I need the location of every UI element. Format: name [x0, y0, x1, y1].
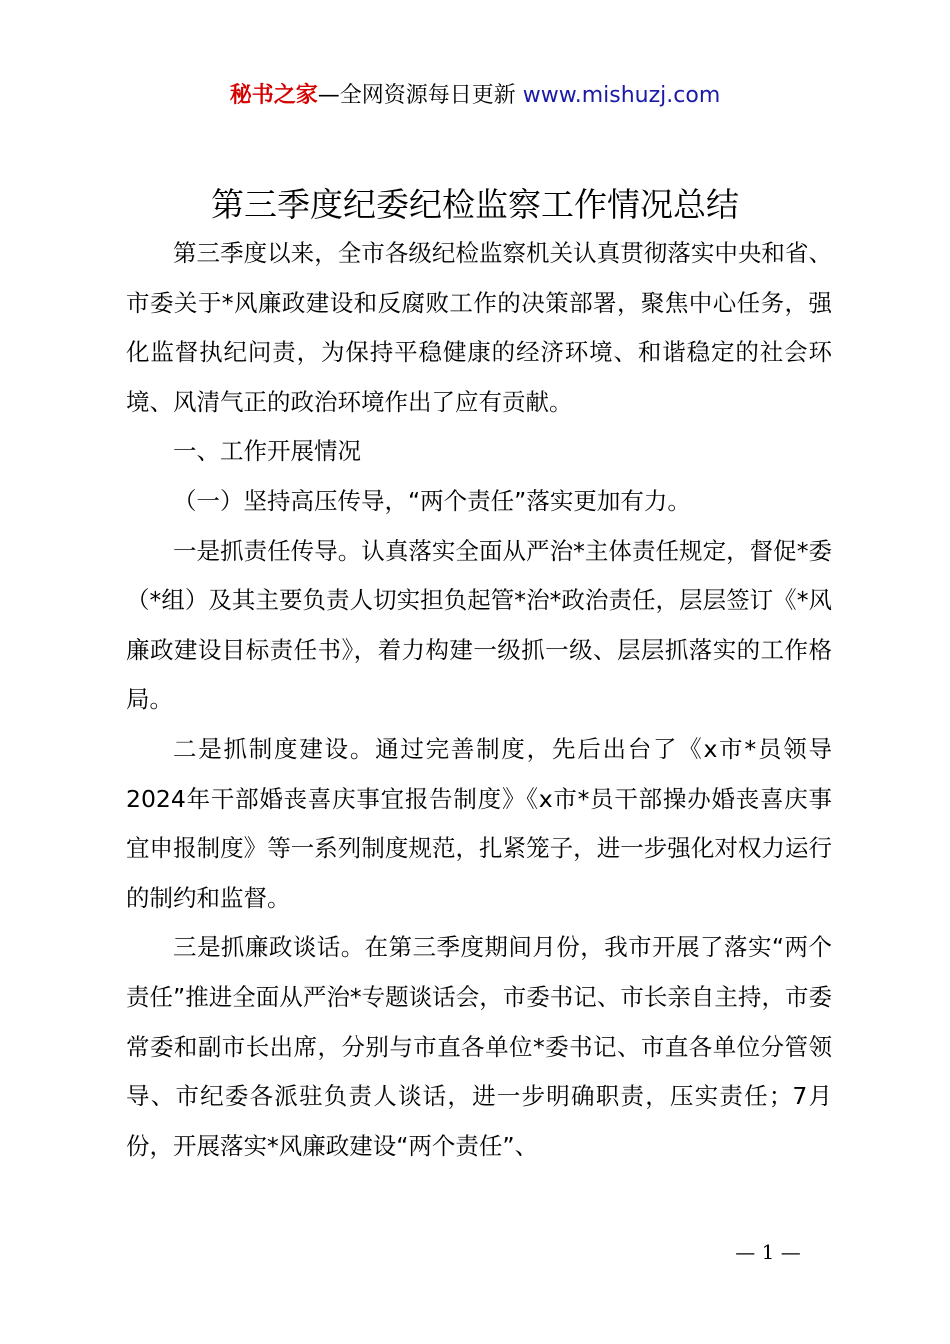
- paragraph-integrity-talks: 三是抓廉政谈话。在第三季度期间月份，我市开展了落实“两个责任”推进全面从严治*专题谈话会，市委书记、市长亲自主持，市委常委和副市长出席，分别与市直各单位*委书记、市直各单位分管领导、市纪委各派驻负责人谈话，进一步明确职责，压实责任；7月份，开展落实*风廉政建设“两个责任”、: [126, 933, 832, 1160]
- paragraph-responsibility: 一是抓责任传导。认真落实全面从严治*主体责任规定，督促*委（*组）及其主要负责人切实担负起管*治*政治责任，层层签订《*风廉政建设目标责任书》，着力构建一级抓一级、层层抓落实的工作格局。: [126, 536, 832, 714]
- section-heading-1: 一、工作开展情况: [173, 437, 361, 466]
- site-url: www.mishuzj.com: [522, 83, 721, 108]
- document-title: 第三季度纪委纪检监察工作情况总结: [211, 185, 739, 224]
- paragraph-system-building: 二是抓制度建设。通过完善制度，先后出台了《x市*员领导2024年干部婚丧喜庆事宜报告制度》《x市*员干部操办婚丧喜庆事宜申报制度》等一系列制度规范，扎紧笼子，进一步强化对权力运行的制约和监督。: [126, 734, 832, 912]
- site-watermark-header: [0, 80, 950, 112]
- page-number: — 1 —: [735, 1240, 801, 1264]
- site-tagline: —全网资源每日更新: [317, 83, 516, 108]
- subsection-heading-1: （一）坚持高压传导，“两个责任”落实更加有力。: [173, 486, 691, 515]
- document-body: [126, 229, 832, 1171]
- paragraph-intro: 第三季度以来，全市各级纪检监察机关认真贯彻落实中央和省、市委关于*风廉政建设和反腐败工作的决策部署，聚焦中心任务，强化监督执纪问责，为保持平稳健康的经济环境、和谐稳定的社会环境、风清气正的政治环境作出了应有贡献。: [126, 239, 832, 416]
- site-brand-name: 秘书之家: [229, 83, 318, 108]
